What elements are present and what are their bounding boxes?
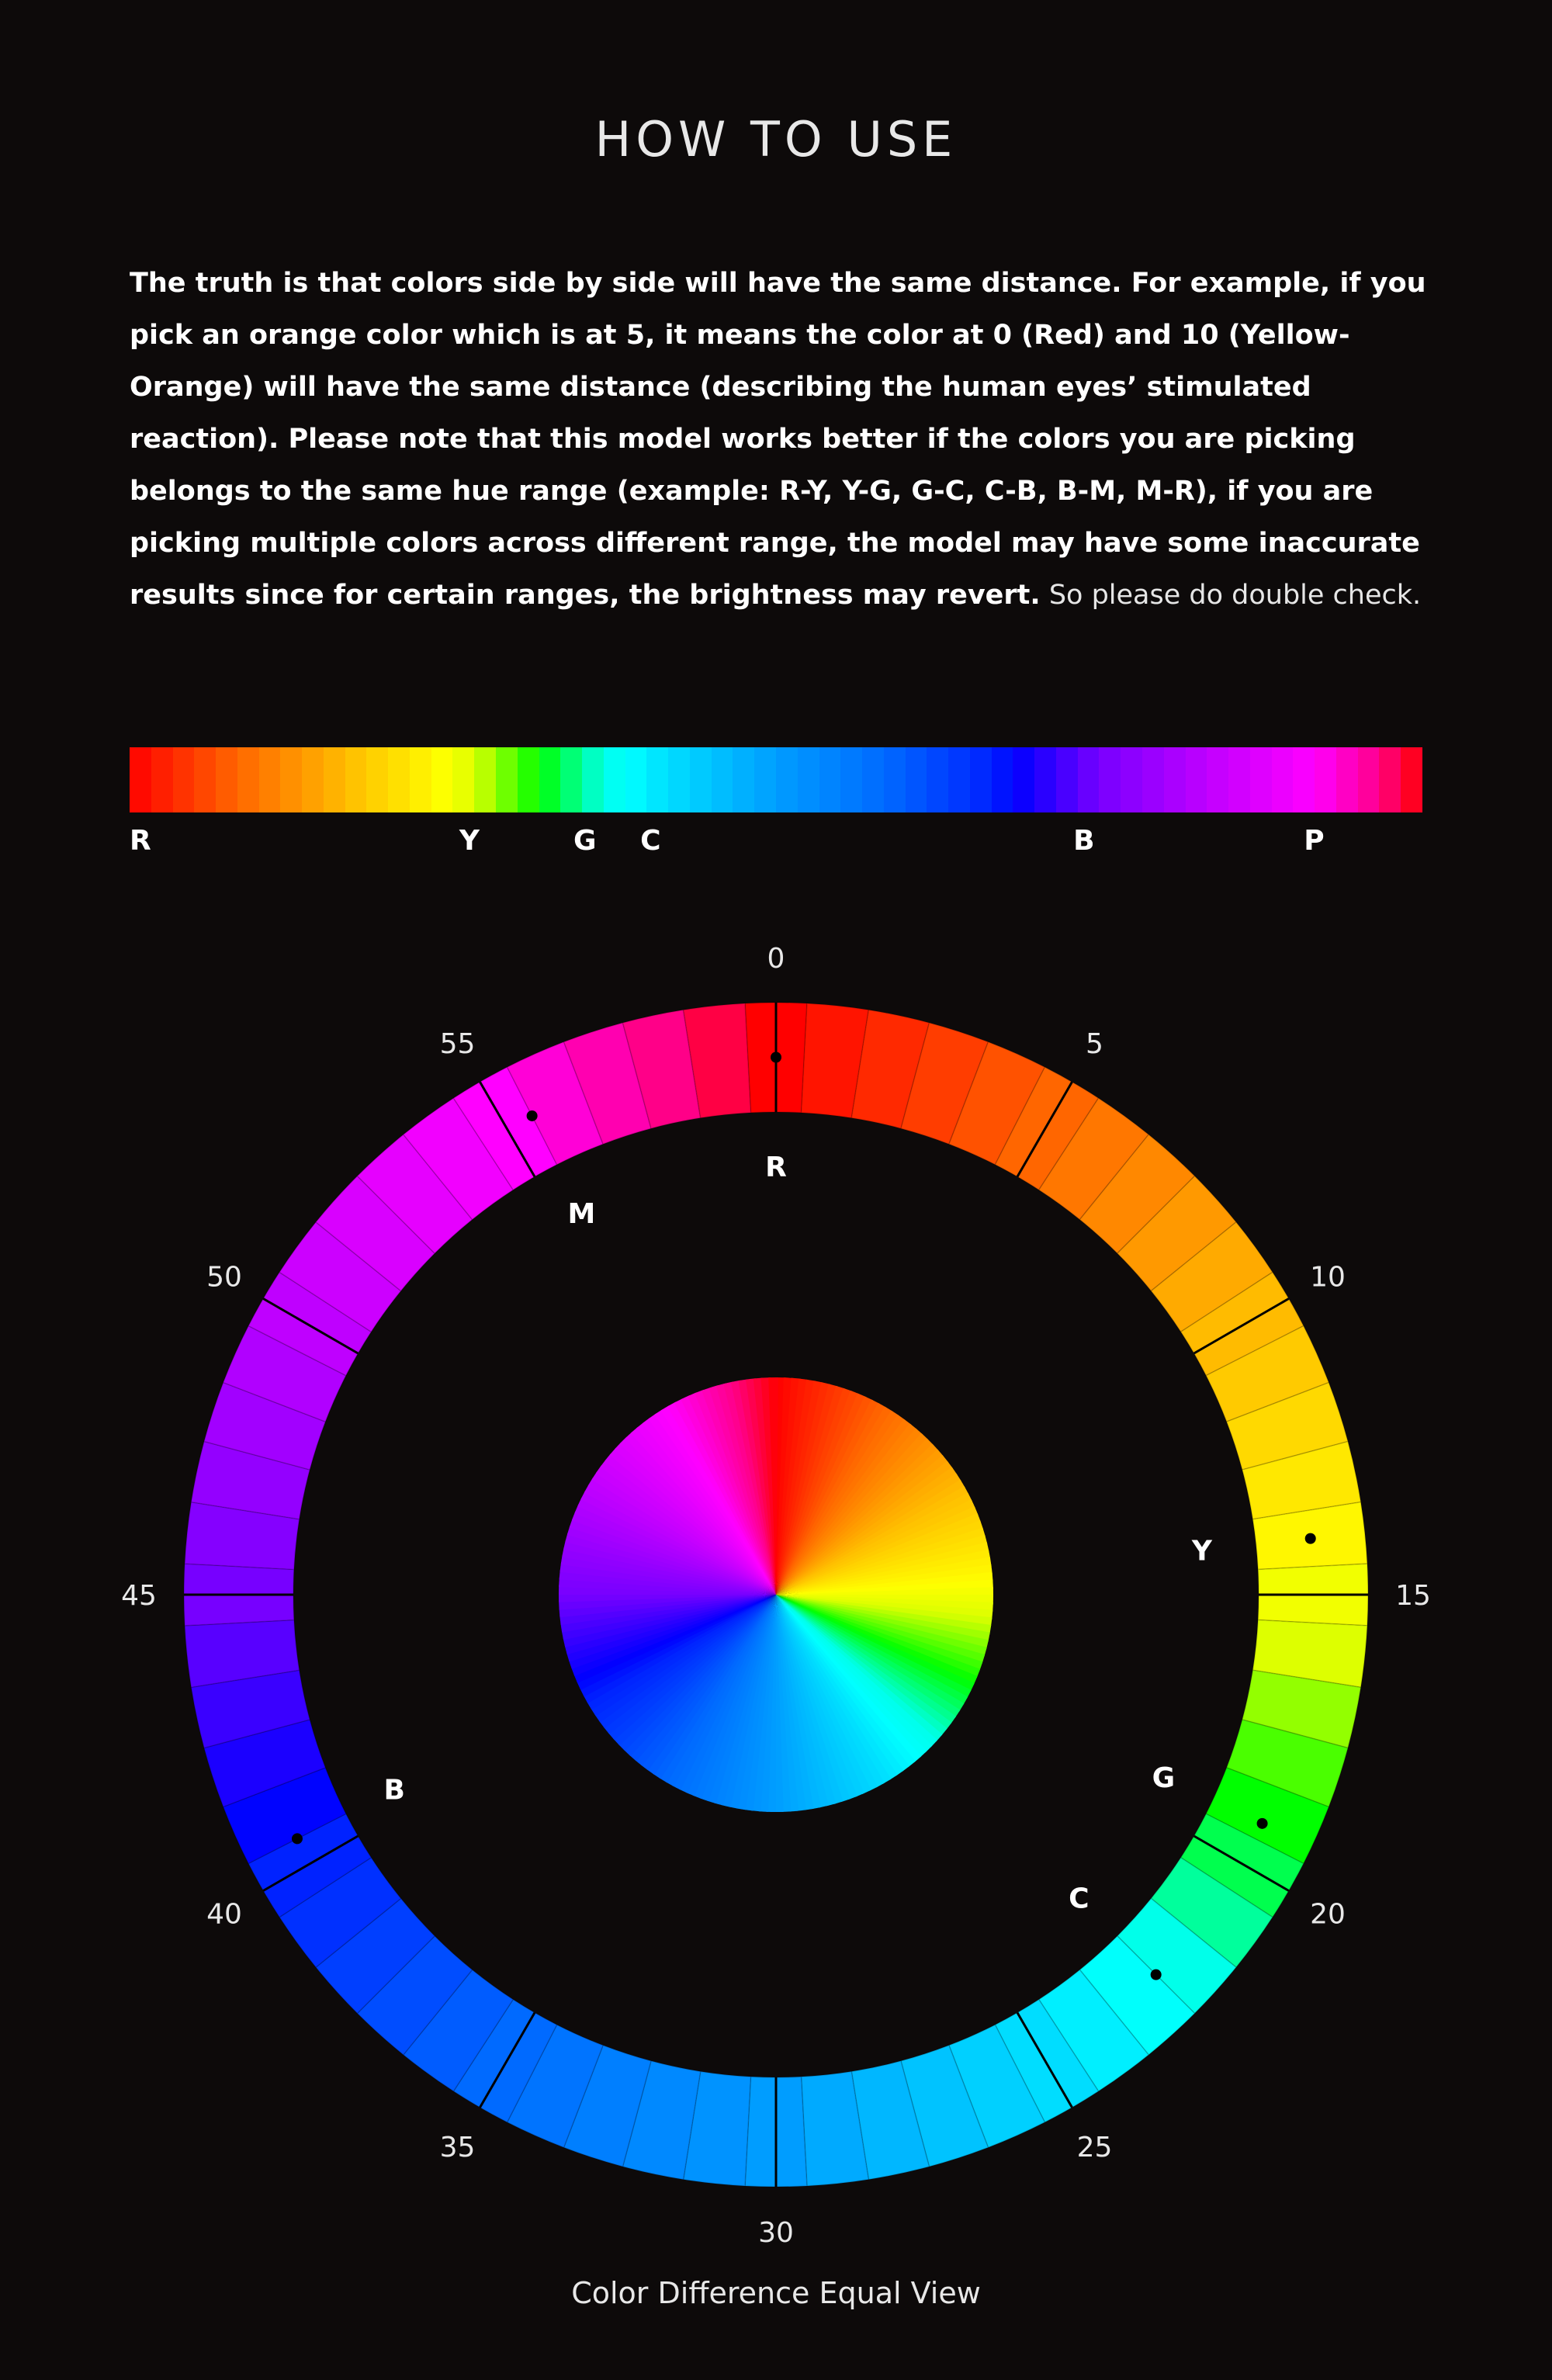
hue-marker-dot: [771, 1052, 781, 1063]
wheel-tick-label: 0: [767, 943, 785, 975]
wheel-tick-label: 10: [1310, 1261, 1346, 1294]
hue-marker-label-g: G: [1152, 1762, 1176, 1795]
hue-bar-label-r: R: [130, 825, 151, 857]
hue-bar-label-c: C: [640, 825, 661, 857]
wheel-caption: Color Difference Equal View: [571, 2276, 981, 2310]
wheel-tick-label: 20: [1310, 1898, 1346, 1931]
wheel-tick-label: 40: [206, 1898, 242, 1931]
hue-marker-dot: [1257, 1818, 1268, 1829]
wheel-tick-label: 35: [439, 2132, 476, 2164]
wheel-tick-label: 5: [1086, 1027, 1103, 1060]
wheel-tick-label: 30: [758, 2217, 794, 2249]
hue-marker-dot: [527, 1110, 538, 1121]
intro-bold-text: The truth is that colors side by side will have the same distance. For example, if you pick an orange color which is at 5, it means the color at 0 (Red) and 10 (Yellow-Orange) will have the same distance (describing the human eyes’ stimulated reaction). Please note that this model works better if the colors you are picking belongs to the same hue range (example: R-Y, Y-G, G-C, C-B, B-M, M-R), if you are picking multiple colors across different range, the model may have some inaccurate results since for certain ranges, the brightness may revert.: [130, 268, 1426, 611]
hue-marker-label-r: R: [765, 1152, 787, 1183]
hue-bar-label-g: G: [573, 825, 597, 857]
wheel-tick-label: 15: [1395, 1580, 1431, 1612]
hue-marker-label-m: M: [567, 1198, 596, 1231]
center-hue-disc: [559, 1377, 993, 1812]
wheel-tick-label: 55: [439, 1027, 476, 1060]
intro-light-text: So please do double check.: [1048, 580, 1422, 611]
hue-marker-dot: [1305, 1533, 1316, 1544]
hue-bar-label-p: P: [1304, 825, 1325, 857]
hue-bar-label-b: B: [1073, 825, 1095, 857]
hue-marker-label-b: B: [383, 1774, 405, 1807]
hue-marker-dot: [1151, 1969, 1162, 1980]
wheel-tick-label: 25: [1076, 2132, 1113, 2164]
hue-marker-dot: [292, 1833, 303, 1844]
hue-bar-label-y: Y: [459, 825, 480, 857]
wheel-tick-label: 45: [121, 1580, 157, 1612]
page-title: HOW TO USE: [594, 111, 958, 168]
wheel-tick-label: 50: [206, 1261, 242, 1294]
hue-marker-label-c: C: [1069, 1883, 1090, 1915]
hue-marker-label-y: Y: [1191, 1535, 1213, 1568]
